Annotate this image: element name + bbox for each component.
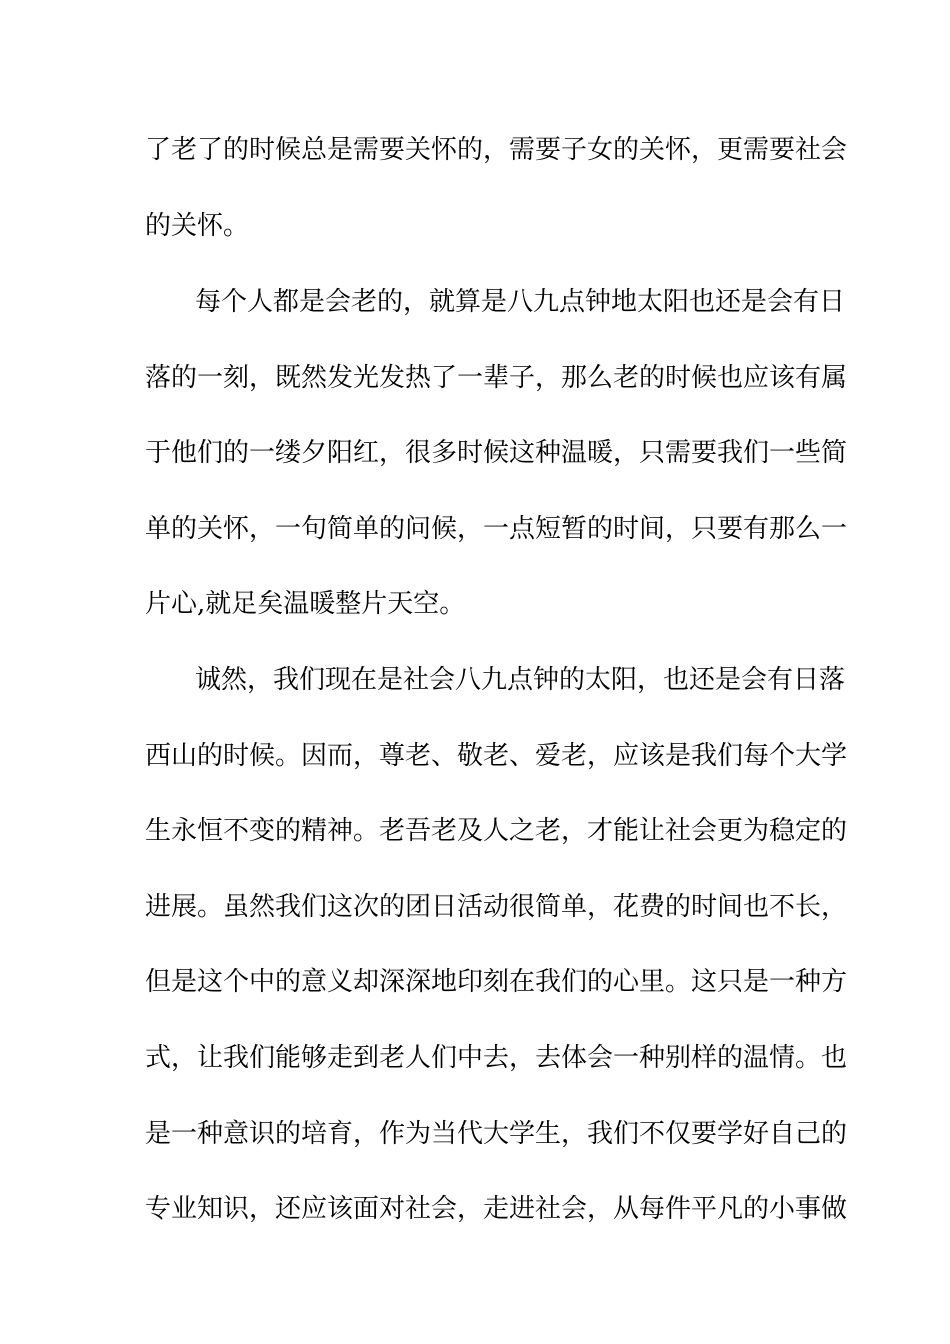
- text-line: 片心,就足矣温暖整片天空。: [145, 589, 466, 619]
- text-line: 是一种意识的培育，作为当代大学生，我们不仅要学好自己的: [145, 1119, 848, 1149]
- text-line: 落的一刻，既然发光发热了一辈子，那么老的时候也应该有属: [145, 363, 848, 393]
- text-line: 生永恒不变的精神。老吾老及人之老，才能让社会更为稳定的: [145, 816, 848, 846]
- text-line: 于他们的一缕夕阳红，很多时候这种温暖，只需要我们一些简: [145, 438, 848, 468]
- text-line: 专业知识，还应该面对社会，走进社会，从每件平凡的小事做: [145, 1194, 848, 1224]
- paragraph-start-line: 诚然，我们现在是社会八九点钟的太阳，也还是会有日落: [195, 665, 846, 695]
- text-line: 进展。虽然我们这次的团日活动很简单，花费的时间也不长，: [145, 892, 848, 922]
- paragraph-start-line: 每个人都是会老的，就算是八九点钟地太阳也还是会有日: [195, 287, 846, 317]
- text-line: 了老了的时候总是需要关怀的，需要子女的关怀，更需要社会: [145, 135, 848, 165]
- text-line: 但是这个中的意义却深深地印刻在我们的心里。这只是一种方: [145, 967, 848, 997]
- text-line: 单的关怀，一句简单的问候，一点短暂的时间，只要有那么一: [145, 514, 848, 544]
- text-line: 式，让我们能够走到老人们中去，去体会一种别样的温情。也: [145, 1043, 848, 1073]
- text-line: 西山的时候。因而，尊老、敬老、爱老，应该是我们每个大学: [145, 741, 848, 771]
- text-line: 的关怀。: [145, 211, 250, 241]
